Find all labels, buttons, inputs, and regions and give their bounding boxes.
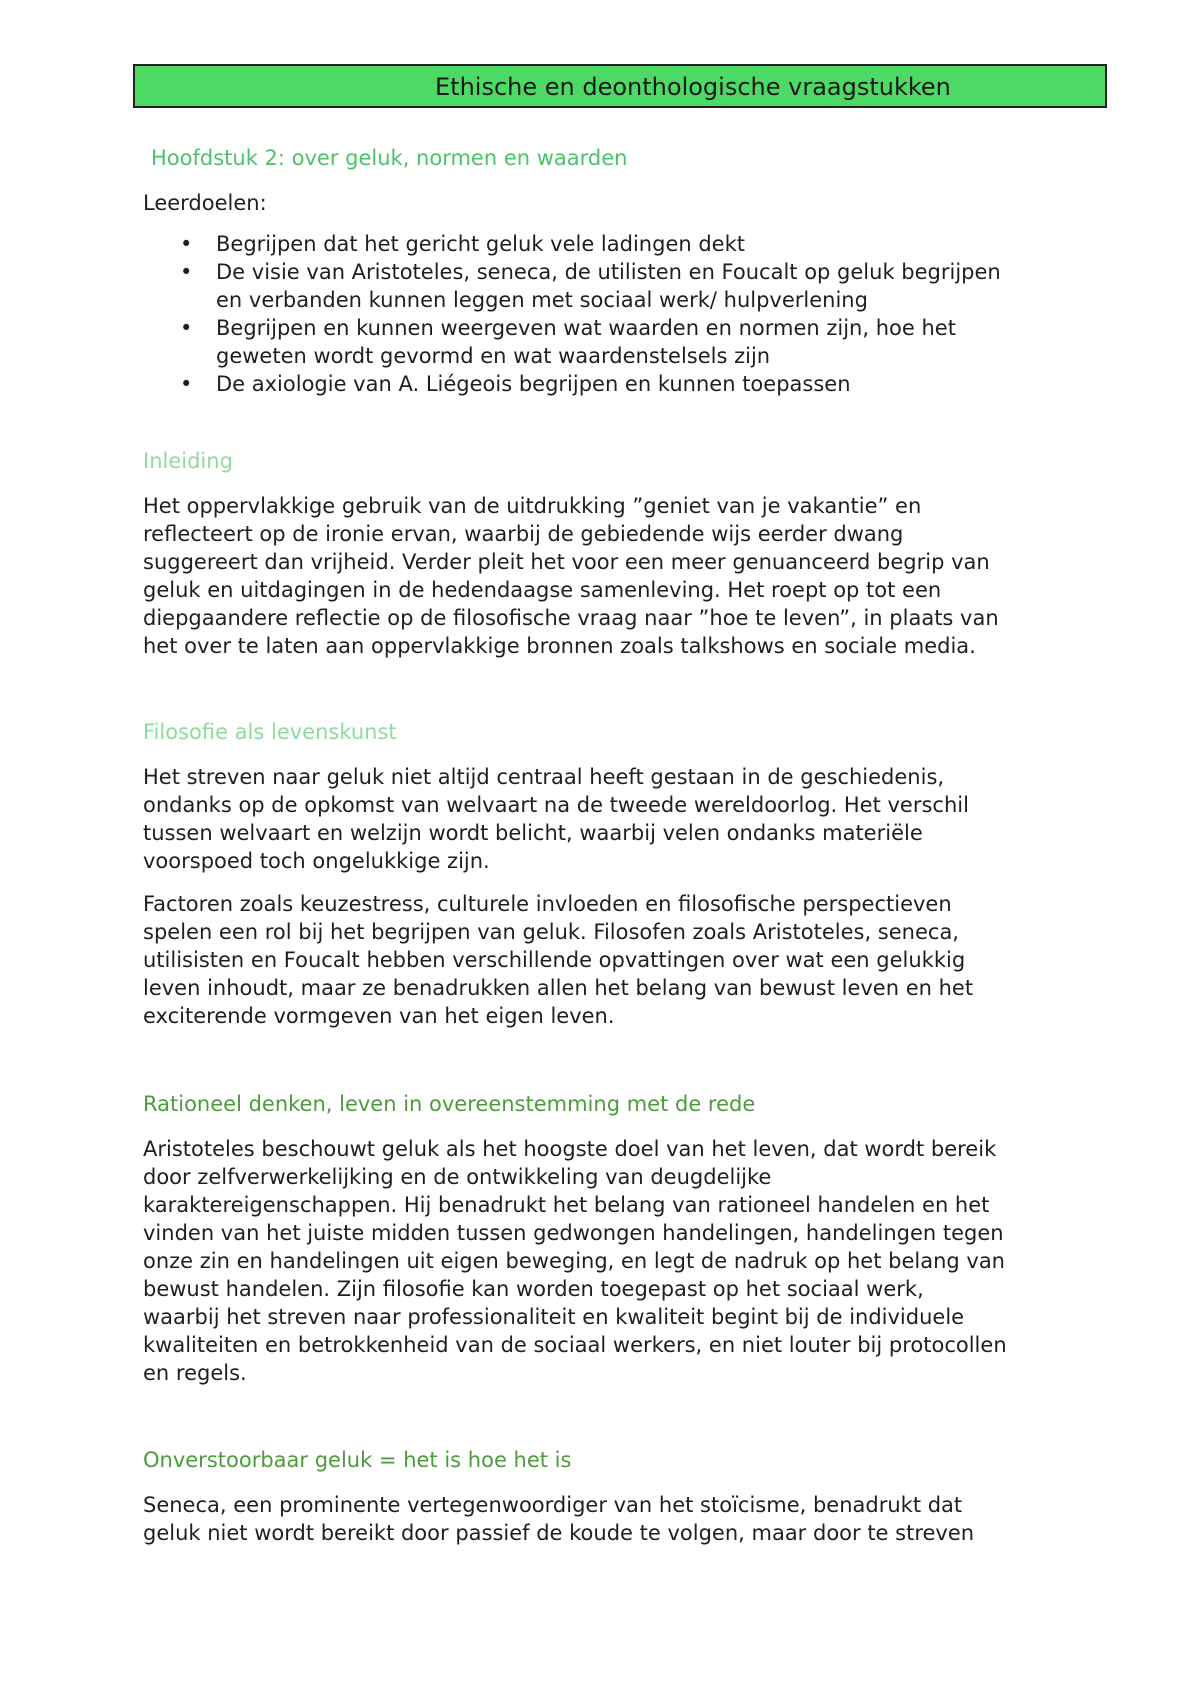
paragraph-line: Aristoteles beschouwt geluk als het hoogste doel van het leven, dat wordt bereik [143,1137,997,1161]
paragraph [143,1491,1063,1547]
section-title-rationeel: Rationeel denken, leven in overeenstemming met de rede [143,1092,756,1116]
list-item-line: De axiologie van A. Liégeois begrijpen en kunnen toepassen [216,372,851,396]
paragraph-line: door zelfverwerkelijking en de ontwikkeling van deugdelijke [143,1165,772,1189]
paragraph-line: suggereert dan vrijheid. Verder pleit het voor een meer genuanceerd begrip van [143,550,990,574]
paragraph-line: Seneca, een prominente vertegenwoordiger van het stoïcisme, benadrukt dat [143,1493,963,1517]
bullet-icon: • [180,316,193,340]
paragraph [143,890,1063,1030]
list-item [143,230,1083,258]
chapter-title: Hoofdstuk 2: over geluk, normen en waarden [151,146,628,170]
paragraph-line: Het oppervlakkige gebruik van de uitdrukking ”geniet van je vakantie” en [143,494,922,518]
paragraph-line: utilisisten en Foucalt hebben verschillende opvattingen over wat een gelukkig [143,948,966,972]
paragraph-line: tussen welvaart en welzijn wordt belicht, waarbij velen ondanks materiële [143,821,923,845]
list-item-line: De visie van Aristoteles, seneca, de utilisten en Foucalt op geluk begrijpen [216,260,1001,284]
paragraph [143,492,1063,660]
list-item-line: Begrijpen dat het gericht geluk vele ladingen dekt [216,232,745,256]
paragraph-line: en regels. [143,1361,247,1385]
paragraph-line: reflecteert op de ironie ervan, waarbij de gebiedende wijs eerder dwang [143,522,904,546]
leerdoelen-list [143,230,1083,398]
paragraph-line: waarbij het streven naar professionaliteit en kwaliteit begint bij de individuele [143,1305,965,1329]
section-title-inleiding: Inleiding [143,449,233,473]
paragraph-line: geluk en uitdagingen in de hedendaagse samenleving. Het roept op tot een [143,578,942,602]
bullet-icon: • [180,260,193,284]
paragraph [143,763,1063,875]
paragraph-line: exciterende vormgeven van het eigen leven. [143,1004,615,1028]
bullet-icon: • [180,232,193,256]
leerdoelen-label: Leerdoelen: [143,191,267,215]
paragraph-line: ondanks op de opkomst van welvaart na de tweede wereldoorlog. Het verschil [143,793,969,817]
list-item [143,258,1083,314]
paragraph-line: geluk niet wordt bereikt door passief de koude te volgen, maar door te streven [143,1521,975,1545]
section-title-filosofie: Filosofie als levenskunst [143,720,397,744]
paragraph-line: kwaliteiten en betrokkenheid van de sociaal werkers, en niet louter bij protocollen [143,1333,1007,1357]
paragraph-line: vinden van het juiste midden tussen gedwongen handelingen, handelingen tegen [143,1221,1004,1245]
paragraph-line: karaktereigenschappen. Hij benadrukt het belang van rationeel handelen en het [143,1193,990,1217]
title-banner [133,64,1107,108]
paragraph-line: het over te laten aan oppervlakkige bronnen zoals talkshows en sociale media. [143,634,976,658]
paragraph-line: onze zin en handelingen uit eigen beweging, en legt de nadruk op het belang van [143,1249,1005,1273]
list-item [143,314,1083,370]
paragraph-line: diepgaandere reflectie op de filosofische vraag naar ”hoe te leven”, in plaats van [143,606,999,630]
section-title-onverstoorbaar: Onverstoorbaar geluk = het is hoe het is [143,1448,572,1472]
paragraph-line: bewust handelen. Zijn filosofie kan worden toegepast op het sociaal werk, [143,1277,924,1301]
bullet-icon: • [180,372,193,396]
banner-title: Ethische en deonthologische vraagstukken [435,73,951,101]
paragraph-line: spelen een rol bij het begrijpen van geluk. Filosofen zoals Aristoteles, seneca, [143,920,959,944]
list-item [143,370,1083,398]
list-item-line: Begrijpen en kunnen weergeven wat waarden en normen zijn, hoe het [216,316,956,340]
paragraph-line: voorspoed toch ongelukkige zijn. [143,849,490,873]
paragraph-line: leven inhoudt, maar ze benadrukken allen het belang van bewust leven en het [143,976,974,1000]
paragraph-line: Het streven naar geluk niet altijd centraal heeft gestaan in de geschiedenis, [143,765,945,789]
list-item-line: geweten wordt gevormd en wat waardenstelsels zijn [216,344,771,368]
paragraph-line: Factoren zoals keuzestress, culturele invloeden en filosofische perspectieven [143,892,952,916]
paragraph [143,1135,1063,1387]
list-item-line: en verbanden kunnen leggen met sociaal werk/ hulpverlening [216,288,868,312]
